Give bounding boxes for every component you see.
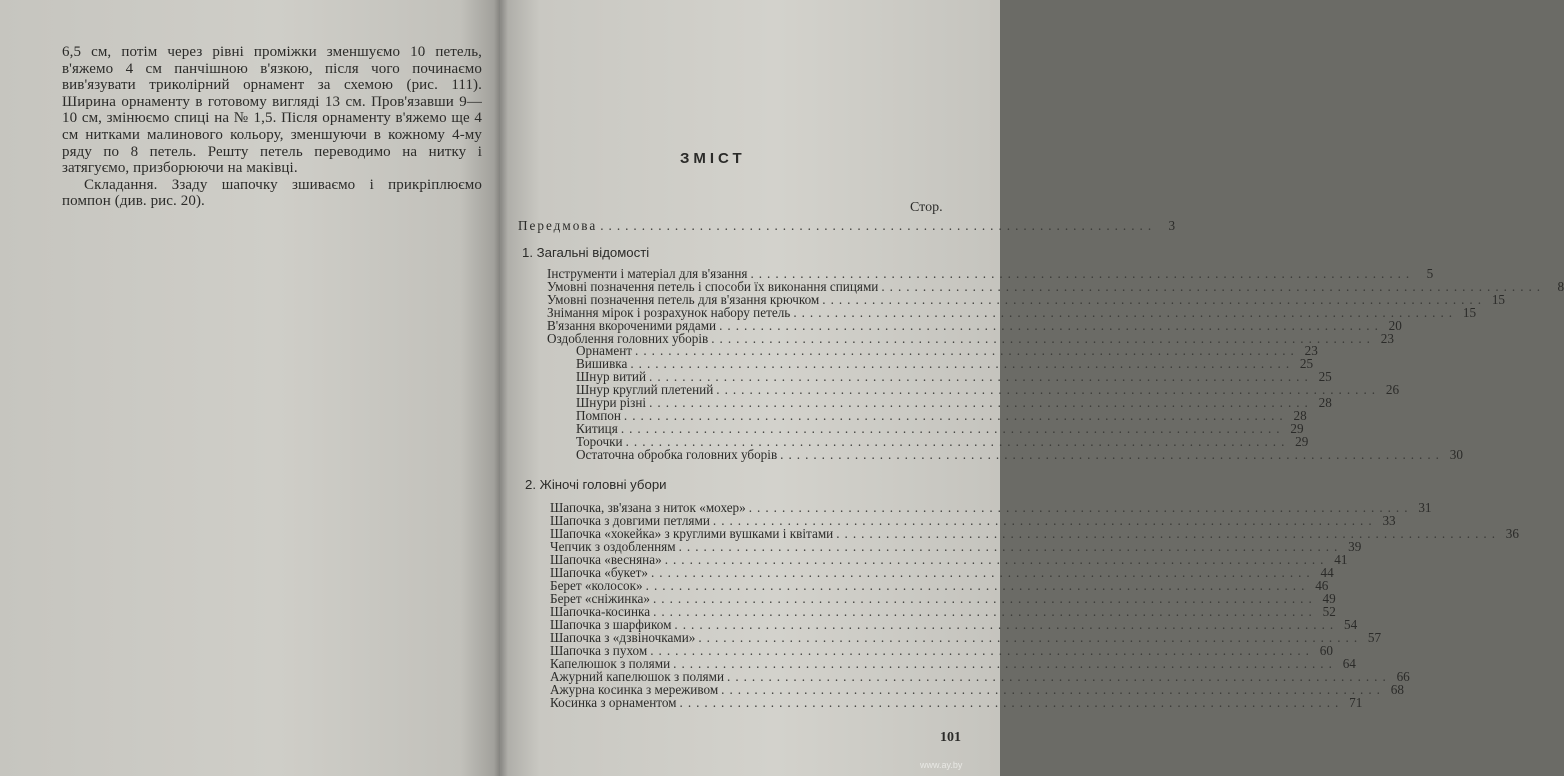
toc-entry-page: 20: [1388, 317, 1402, 333]
toc-entry-page: 23: [1380, 330, 1394, 346]
paragraph-1: 6,5 см, потім через рівні проміжки зменшуємо 10 петель, в'яжемо 4 см панчішною в'язкою, після чого починаємо вив'язувати триколірний орнамент за схемою (рис. 111). Ширина орнаменту в готовому вигляді 13 см. Пров'язавши 9—10 см, змінюємо спиці на № 1,5. Після орнаменту в'яжемо ще 4 см нитками малинового кольору, зменшуючи в кожному 4-му ряду по 8 петель. Решту петель переводимо на нитку і затягуємо, призборюючи на маківці.: [62, 44, 482, 177]
leader-dots: ................................................................................: [780, 446, 1444, 462]
toc-entry-page: 57: [1367, 630, 1382, 645]
toc-entry-page: 28: [1293, 407, 1307, 423]
toc-entry-page: 29: [1295, 433, 1309, 449]
leader-dots: ................................................................................: [721, 682, 1385, 697]
leader-dots: ................................................................................: [727, 669, 1391, 684]
toc-entry-label: Шапочка «хокейка» з круглими вушками і квітами: [550, 526, 834, 541]
toc-title: ЗМІСТ: [680, 150, 746, 167]
toc-entry-page: 60: [1319, 643, 1333, 658]
toc-entry-page: 26: [1385, 382, 1400, 398]
toc-entry-page: 68: [1390, 682, 1404, 697]
toc-entry-label: Умовні позначення петель і способи їх виконання спицями: [547, 278, 879, 294]
leader-dots: ................................................................................: [881, 278, 1546, 294]
leader-dots: ...................................................................: [600, 218, 1157, 233]
toc-entry-page: 36: [1505, 526, 1519, 541]
toc-entry-page: 52: [1322, 604, 1336, 619]
leader-dots: ................................................................................: [711, 330, 1375, 346]
paragraph-2: Складання. Ззаду шапочку зшиваємо і прикріплюємо помпон (див. рис. 20).: [62, 176, 482, 210]
leader-dots: ................................................................................: [678, 539, 1343, 554]
leader-dots: ................................................................................: [719, 317, 1383, 333]
toc-entry-label: Берет «сніжинка»: [550, 591, 650, 606]
toc-entry-page: 5: [1426, 266, 1434, 281]
leader-dots: ................................................................................: [748, 500, 1413, 515]
toc-entry-label: Вишивка: [576, 356, 628, 372]
leader-dots: ................................................................................: [645, 578, 1310, 593]
leader-dots: ................................................................................: [712, 513, 1377, 528]
toc-entry-page: 33: [1382, 513, 1396, 528]
leader-dots: ................................................................................: [664, 552, 1329, 567]
toc-entry-page: 39: [1348, 539, 1362, 554]
toc-entry-page: 15: [1491, 291, 1506, 307]
leader-dots: ................................................................................: [650, 643, 1314, 658]
toc-entry-label: Передмова: [518, 218, 598, 233]
leader-dots: ................................................................................: [649, 395, 1313, 410]
page-column-header: Стор.: [910, 200, 943, 215]
leader-dots: ................................................................................: [793, 304, 1458, 320]
toc-entry-page: 46: [1315, 578, 1329, 593]
toc-entry-label: Шапочка з шарфиком: [550, 617, 672, 632]
toc-entry-page: 8: [1557, 278, 1564, 294]
toc-entry-label: Знімання мірок і розрахунок набору петель: [547, 304, 791, 320]
toc-entry-page: 41: [1334, 552, 1348, 567]
toc-entry-page: 28: [1318, 395, 1332, 410]
toc-section-2: 2. Жіночі головні убори: [525, 477, 667, 492]
toc-entry-label: Шнур витий: [576, 369, 647, 385]
toc-entry-label: Берет «колосок»: [550, 578, 643, 593]
leader-dots: ................................................................................: [630, 356, 1295, 372]
toc-entry-foreword: [518, 218, 1176, 233]
leader-dots: ................................................................................: [623, 407, 1288, 423]
leader-dots: ................................................................................: [822, 291, 1487, 307]
toc-entry-label: Шапочка «букет»: [550, 565, 648, 580]
toc-entry-page: 66: [1396, 669, 1410, 684]
toc-entry-label: Капелюшок з полями: [550, 656, 671, 671]
leader-dots: ................................................................................: [620, 420, 1285, 436]
toc-section-1: 1. Загальні відомості: [522, 245, 650, 260]
toc-entry-label: Шнур круглий плетений: [576, 382, 714, 398]
toc-entry-label: Ажурний капелюшок з полями: [550, 669, 725, 684]
toc-entry-page: 64: [1342, 656, 1356, 671]
leader-dots: ................................................................................: [650, 565, 1315, 580]
left-page-text: [62, 44, 482, 210]
leader-dots: ................................................................................: [836, 526, 1500, 541]
toc-entry-page: 3: [1168, 218, 1176, 233]
toc-entry-label: Орнамент: [576, 343, 633, 359]
toc-entry-label: Шапочка з «дзвіночками»: [550, 630, 696, 645]
leader-dots: ................................................................................: [698, 630, 1363, 645]
leader-dots: ................................................................................: [649, 369, 1313, 385]
page-number: 101: [940, 730, 961, 745]
toc-entry-page: 49: [1322, 591, 1336, 606]
leader-dots: ................................................................................: [625, 433, 1290, 449]
toc-entry-page: 15: [1462, 304, 1477, 320]
toc-entry-page: 31: [1418, 500, 1432, 515]
toc-entry-page: 44: [1320, 565, 1334, 580]
toc-entry-page: 25: [1318, 369, 1332, 385]
toc-entry-label: Остаточна обробка головних уборів: [576, 446, 778, 462]
toc-entry-label: Торочки: [576, 433, 623, 449]
toc-entry-label: Косинка з орнаментом: [550, 695, 677, 710]
leader-dots: ................................................................................: [673, 656, 1337, 671]
toc-entry-page: 54: [1343, 617, 1358, 632]
leader-dots: ................................................................................: [635, 343, 1299, 359]
leader-dots: ................................................................................: [653, 604, 1317, 619]
toc-entry-page: 29: [1290, 420, 1304, 436]
leader-dots: ................................................................................: [716, 382, 1381, 398]
toc-entry-label: Шапочка «весняна»: [550, 552, 662, 567]
toc-entry: [576, 446, 1463, 462]
toc-entry-label: Інструменти і матеріал для в'язання: [547, 266, 748, 281]
toc-entry-label: В'язання вкороченими рядами: [547, 317, 717, 333]
toc-entry-label: Шапочка з пухом: [550, 643, 648, 658]
toc-entry-label: Китиця: [576, 420, 618, 436]
toc-entry-label: Шапочка-косинка: [550, 604, 651, 619]
leader-dots: ................................................................................: [674, 617, 1339, 632]
leader-dots: ................................................................................: [652, 591, 1317, 606]
toc-entry-page: 25: [1299, 356, 1314, 372]
toc-entry-label: Шнури різні: [576, 395, 647, 410]
toc-entry-label: Шапочка з довгими петлями: [550, 513, 710, 528]
toc-entry-label: Ажурна косинка з мереживом: [550, 682, 719, 697]
toc-entry-label: Умовні позначення петель для в'язання крючком: [547, 291, 820, 307]
toc-entry-label: Шапочка, зв'язана з ниток «мохер»: [550, 500, 746, 515]
toc-entry: [550, 695, 1363, 710]
toc-entry-label: Чепчик з оздобленням: [550, 539, 676, 554]
leader-dots: ................................................................................: [679, 695, 1344, 710]
book-spine: [494, 0, 508, 776]
toc-entry-label: Оздоблення головних уборів: [547, 330, 709, 346]
toc-entry-page: 71: [1349, 695, 1363, 710]
toc-entry-label: Помпон: [576, 407, 621, 423]
watermark: www.ay.by: [920, 760, 963, 770]
toc-entry-page: 23: [1304, 343, 1318, 359]
leader-dots: ................................................................................: [750, 266, 1415, 281]
toc-entry-page: 30: [1449, 446, 1463, 462]
